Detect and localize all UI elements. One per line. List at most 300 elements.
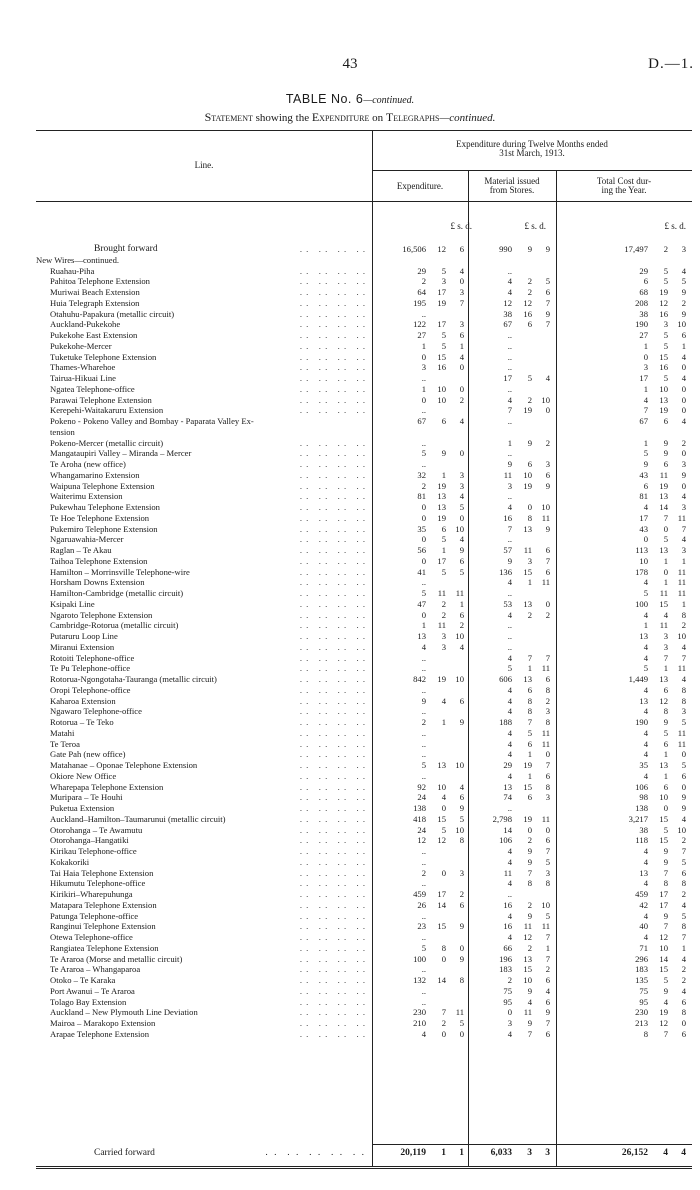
total-pence: 6 <box>681 330 686 340</box>
total-pounds: 208 <box>635 297 648 308</box>
line-name: Patunga Telephone-office <box>50 910 139 921</box>
leader-dots: . . . . . . . . <box>299 523 366 534</box>
total-pounds: 42 <box>639 899 648 910</box>
expenditure-pounds: .. <box>421 459 426 469</box>
material-pounds: 0 <box>507 1007 512 1018</box>
total-pence: 11 <box>677 577 686 588</box>
expenditure-pence: 2 <box>459 889 464 899</box>
total-pounds: 17 <box>639 512 648 523</box>
material-pounds: 4 <box>507 276 512 287</box>
table-row <box>0 642 700 653</box>
expenditure-pence: 6 <box>459 899 464 910</box>
total-shillings: 0 <box>663 523 668 534</box>
total-pounds: 6 <box>643 276 648 287</box>
material-pence: 9 <box>545 1007 550 1018</box>
line-name: Te Araroa (Morse and metallic circuit) <box>50 953 183 964</box>
material-shillings: 19 <box>523 405 532 416</box>
material-shillings: 2 <box>527 394 532 405</box>
expenditure-pounds: 132 <box>413 975 426 985</box>
material-shillings: 2 <box>527 942 532 953</box>
expenditure-pounds: 0 <box>421 609 426 620</box>
leader-dots: . . . . . . . . <box>299 566 366 577</box>
leader-dots: . . . . . . . . <box>299 706 366 717</box>
total-shillings: 15 <box>659 598 668 609</box>
total-pence: 8 <box>681 1007 686 1018</box>
carried-m-shillings: 3 <box>527 1148 532 1158</box>
expenditure-pounds: 0 <box>421 394 426 405</box>
total-pence: 7 <box>681 846 686 856</box>
expenditure-shillings: 2 <box>441 609 446 620</box>
total-pence: 3 <box>681 244 686 254</box>
material-pounds: 4 <box>507 577 512 588</box>
leader-dots: . . . . . . . . <box>299 631 366 641</box>
expenditure-pence: 0 <box>459 276 464 287</box>
material-pounds: 1 <box>507 437 512 448</box>
total-shillings: 19 <box>659 405 668 416</box>
material-shillings: 13 <box>523 523 532 534</box>
table-row <box>0 1018 700 1029</box>
line-name: Pokeno-Mercer (metallic circuit) <box>50 437 164 448</box>
expenditure-pounds: 195 <box>413 297 426 308</box>
material-pounds: 3 <box>507 1018 512 1028</box>
total-shillings: 2 <box>663 244 668 254</box>
expenditure-shillings: 0 <box>441 1028 446 1039</box>
expenditure-shillings: 11 <box>437 588 446 598</box>
line-name: Pukekohe-Mercer <box>50 340 112 351</box>
expenditure-shillings: 10 <box>437 781 446 792</box>
expenditure-pence: 4 <box>459 416 464 426</box>
material-pence: 11 <box>541 813 550 824</box>
expenditure-pence: 10 <box>455 760 464 770</box>
carried-m-pounds: 6,033 <box>490 1148 512 1158</box>
material-pence: 11 <box>541 663 550 674</box>
expenditure-pounds: 56 <box>417 545 426 555</box>
table-top-rule <box>36 130 692 131</box>
total-shillings: 5 <box>663 824 668 835</box>
expenditure-pence: 4 <box>459 641 464 652</box>
expenditure-pounds: 92 <box>417 781 426 792</box>
line-name: Huia Telegraph Extension <box>50 297 140 308</box>
expenditure-pounds: 0 <box>421 502 426 512</box>
material-pence: 0 <box>545 824 550 835</box>
material-pounds: 38 <box>503 308 512 319</box>
total-pounds: 4 <box>643 641 648 652</box>
line-name: Otahuhu-Papakura (metallic circuit) <box>50 308 175 319</box>
total-pounds: 38 <box>639 308 648 319</box>
leader-dots: . . . . . . . . <box>299 975 366 985</box>
statement-expenditure: Expenditure <box>311 110 370 124</box>
total-pence: 0 <box>681 405 686 416</box>
expenditure-pounds: 5 <box>421 448 426 459</box>
table-row <box>0 696 700 707</box>
total-pence: 0 <box>681 1018 686 1028</box>
carried-t-pounds: 26,152 <box>621 1148 648 1158</box>
leader-dots: . . . . . . . . <box>299 555 366 566</box>
total-pounds: 43 <box>639 469 648 480</box>
total-pounds: 4 <box>643 932 648 942</box>
material-pence: 7 <box>545 319 550 330</box>
total-shillings: 5 <box>663 373 668 383</box>
line-name: Tuketuke Telephone Extension <box>50 351 157 362</box>
leader-dots: . . . . . . . . <box>299 394 366 405</box>
material-pence: 0 <box>545 749 550 760</box>
expenditure-shillings: 2 <box>441 1018 446 1028</box>
total-pounds: 0 <box>643 534 648 545</box>
expenditure-shillings: 17 <box>437 319 446 330</box>
total-pence: 5 <box>681 276 686 287</box>
total-pence: 9 <box>681 287 686 297</box>
expenditure-pence: 10 <box>455 523 464 534</box>
expenditure-shillings: 17 <box>437 889 446 899</box>
total-pounds: 1,449 <box>628 674 648 684</box>
expenditure-pence: 10 <box>455 674 464 684</box>
material-shillings: 12 <box>523 932 532 942</box>
total-pounds: 100 <box>635 598 648 609</box>
total-pence: 3 <box>681 545 686 555</box>
expenditure-pence: 3 <box>459 469 464 480</box>
total-shillings: 7 <box>663 921 668 932</box>
total-shillings: 17 <box>659 899 668 910</box>
total-pounds: 6 <box>643 480 648 491</box>
total-shillings: 12 <box>659 932 668 942</box>
material-pence: 7 <box>545 953 550 964</box>
expenditure-shillings: 13 <box>437 502 446 512</box>
material-shillings: 8 <box>527 512 532 523</box>
total-pence: 5 <box>681 856 686 867</box>
material-shillings: 7 <box>527 1028 532 1039</box>
total-pence: 8 <box>681 878 686 889</box>
expenditure-pence: 11 <box>455 1007 464 1018</box>
table-row <box>0 975 700 986</box>
total-shillings: 14 <box>659 953 668 964</box>
expenditure-pence: 9 <box>459 545 464 555</box>
total-shillings: 9 <box>663 856 668 867</box>
line-name: Mairoa – Marakopo Extension <box>50 1018 156 1028</box>
total-pounds: 10 <box>639 555 648 566</box>
leader-dots: . . . . . . . . <box>299 695 366 706</box>
expenditure-shillings: 4 <box>441 792 446 803</box>
expenditure-shillings: 14 <box>437 975 446 985</box>
line-name: Raglan – Te Akau <box>50 545 112 555</box>
total-pence: 5 <box>681 760 686 770</box>
expenditure-pounds: 0 <box>421 534 426 545</box>
expenditure-shillings: 12 <box>437 244 446 254</box>
material-pence: 5 <box>545 276 550 287</box>
material-shillings: 5 <box>527 373 532 383</box>
total-pounds: 13 <box>639 867 648 878</box>
total-pounds: 4 <box>643 577 648 588</box>
expenditure-pence: 8 <box>459 835 464 846</box>
total-pounds: 81 <box>639 491 648 502</box>
line-name: Te Aroha (new office) <box>50 459 126 469</box>
total-pence: 0 <box>681 480 686 491</box>
material-pounds: 4 <box>507 738 512 749</box>
total-pounds: 190 <box>635 319 648 330</box>
expenditure-pounds: 64 <box>417 287 426 297</box>
line-name: Putaruru Loop Line <box>50 631 118 641</box>
expenditure-pence: 11 <box>455 588 464 598</box>
total-pence: 2 <box>681 964 686 975</box>
leader-dots: . . . . . . . . <box>299 362 366 373</box>
material-shillings: 7 <box>527 717 532 727</box>
expenditure-pounds: 5 <box>421 942 426 953</box>
material-pence: 11 <box>541 738 550 749</box>
table-row <box>0 395 700 406</box>
material-pounds: .. <box>507 491 512 502</box>
expenditure-pounds: 0 <box>421 351 426 362</box>
material-shillings: 6 <box>527 738 532 749</box>
material-shillings: 10 <box>523 975 532 985</box>
expenditure-pence: 5 <box>459 813 464 824</box>
total-pence: 4 <box>681 813 686 824</box>
leader-dots: . . . . . . . . <box>299 1007 366 1018</box>
expenditure-pounds: .. <box>421 964 426 975</box>
total-pence: 0 <box>681 383 686 394</box>
table-row <box>0 663 700 674</box>
table-row <box>0 610 700 621</box>
total-pence: 4 <box>681 416 686 426</box>
material-pence: 7 <box>545 1018 550 1028</box>
leader-dots: . . . . . . . . <box>299 459 366 469</box>
expenditure-shillings: 8 <box>441 942 446 953</box>
total-pounds: 40 <box>639 921 648 932</box>
leader-dots: . . . . . . . . <box>299 405 366 416</box>
leader-dots: . . . . . . . . <box>299 469 366 480</box>
total-pounds: 135 <box>635 975 648 985</box>
line-name: Waiterimu Extension <box>50 491 123 502</box>
line-name: Gate Pah (new office) <box>50 749 126 760</box>
table-row <box>0 868 700 879</box>
material-pounds: 4 <box>507 727 512 738</box>
expenditure-pounds: .. <box>421 910 426 921</box>
material-pounds: 4 <box>507 684 512 695</box>
material-pence: 2 <box>545 695 550 706</box>
leader-dots: . . . . . . . . <box>299 383 366 394</box>
total-pounds: 7 <box>643 405 648 416</box>
material-pounds: .. <box>507 340 512 351</box>
leader-dots: . . . . . . . . <box>299 717 366 727</box>
line-name: Otorohanga – Te Awamutu <box>50 824 143 835</box>
material-shillings: 13 <box>523 598 532 609</box>
leader-dots: . . . . . . . . <box>299 824 366 835</box>
expenditure-pounds: 100 <box>413 953 426 964</box>
leader-dots: . . . . . . . . <box>299 491 366 502</box>
line-name: Mangataupiri Valley – Miranda – Mercer <box>50 448 192 459</box>
expenditure-pounds: .. <box>421 738 426 749</box>
material-pounds: 57 <box>503 545 512 555</box>
expenditure-shillings: 16 <box>437 362 446 373</box>
line-name: Brought forward <box>94 244 158 254</box>
material-shillings: 1 <box>527 577 532 588</box>
expenditure-pounds: 1 <box>421 340 426 351</box>
total-shillings: 8 <box>663 878 668 889</box>
material-pounds: 66 <box>503 942 512 953</box>
total-pence: 6 <box>681 1028 686 1039</box>
expenditure-pence: 5 <box>459 502 464 512</box>
line-name: Kaharoa Extension <box>50 695 116 706</box>
total-pence: 11 <box>677 566 686 577</box>
header-material-a: Material issued <box>484 176 540 186</box>
leader-dots: . . . . . . . . <box>299 684 366 695</box>
expenditure-pence: 0 <box>459 383 464 394</box>
expenditure-pence: 1 <box>459 598 464 609</box>
table-row <box>0 534 700 545</box>
material-pounds: .. <box>507 416 512 426</box>
expenditure-shillings: 3 <box>441 631 446 641</box>
expenditure-shillings: 12 <box>437 835 446 846</box>
total-shillings: 8 <box>663 706 668 717</box>
line-name: Waipuna Telephone Extension <box>50 480 155 491</box>
total-shillings: 13 <box>659 760 668 770</box>
expenditure-pounds: 24 <box>417 824 426 835</box>
total-shillings: 4 <box>663 609 668 620</box>
expenditure-pence: 3 <box>459 480 464 491</box>
material-shillings: 2 <box>527 609 532 620</box>
expenditure-shillings: 1 <box>441 717 446 727</box>
total-shillings: 1 <box>663 555 668 566</box>
material-shillings: 13 <box>523 674 532 684</box>
total-pounds: 35 <box>639 760 648 770</box>
total-shillings: 1 <box>663 749 668 760</box>
total-pence: 2 <box>681 889 686 899</box>
table-title-suffix: —continued. <box>363 95 415 106</box>
total-pence: 4 <box>681 373 686 383</box>
total-pounds: 4 <box>643 846 648 856</box>
expenditure-shillings: 19 <box>437 297 446 308</box>
total-pence: 11 <box>677 727 686 738</box>
expenditure-shillings: 6 <box>441 416 446 426</box>
leader-dots: . . . . . . . . <box>299 437 366 448</box>
line-name: Ruahau-Piha <box>50 265 95 276</box>
total-pence: 2 <box>681 835 686 846</box>
table-row <box>0 524 700 535</box>
units-material: £ s. d. <box>524 221 546 231</box>
total-pounds: 4 <box>643 706 648 717</box>
total-pence: 1 <box>681 340 686 351</box>
table-row <box>0 653 700 664</box>
total-shillings: 6 <box>663 416 668 426</box>
total-pence: 2 <box>681 437 686 448</box>
total-shillings: 15 <box>659 351 668 362</box>
leader-dots: . . . . . . . . <box>299 953 366 964</box>
material-shillings: 1 <box>527 770 532 781</box>
line-name: Rotorua – Te Teko <box>50 717 114 727</box>
total-shillings: 12 <box>659 1018 668 1028</box>
leader-dots: . . . . . . . . <box>299 663 366 674</box>
material-shillings: 8 <box>527 706 532 717</box>
carried-forward-label: Carried forward <box>94 1148 155 1158</box>
material-pounds: .. <box>507 641 512 652</box>
leader-dots: . . . . . . . . <box>299 276 366 287</box>
total-pence: 1 <box>681 942 686 953</box>
material-pounds: 106 <box>499 835 512 846</box>
statement-heading <box>0 110 700 125</box>
leader-dots: . . . . . . . . <box>299 846 366 856</box>
total-pence: 1 <box>681 598 686 609</box>
material-pence: 9 <box>545 244 550 254</box>
line-name: Te Teroa <box>50 738 80 749</box>
expenditure-shillings: 3 <box>441 641 446 652</box>
carried-bottom-rule-2 <box>36 1168 692 1169</box>
total-pence: 6 <box>681 996 686 1007</box>
leader-dots: . . . . . . . . <box>299 770 366 781</box>
total-pence: 11 <box>677 512 686 523</box>
expenditure-shillings: 15 <box>437 921 446 932</box>
material-pence: 10 <box>541 394 550 405</box>
line-name: Pukemiro Telephone Extension <box>50 523 158 534</box>
material-pounds: 5 <box>507 663 512 674</box>
leader-dots: . . . . . . . . <box>299 835 366 846</box>
header-bottom-rule <box>36 201 692 202</box>
expenditure-pence: 4 <box>459 491 464 502</box>
leader-dots: . . . . . . . . <box>299 792 366 803</box>
expenditure-pence: 6 <box>459 555 464 566</box>
total-shillings: 5 <box>663 534 668 545</box>
expenditure-pence: 9 <box>459 953 464 964</box>
material-shillings: 16 <box>523 308 532 319</box>
leader-dots: . . . . . . . . <box>299 1028 366 1039</box>
section-heading: New Wires—continued. <box>36 254 120 265</box>
material-shillings: 11 <box>523 545 532 555</box>
expenditure-pounds: 230 <box>413 1007 426 1018</box>
material-pounds: .. <box>507 534 512 545</box>
line-name: Pukekohe East Extension <box>50 330 138 340</box>
material-pounds: 74 <box>503 792 512 803</box>
total-pounds: 98 <box>639 792 648 803</box>
total-shillings: 16 <box>659 308 668 319</box>
expenditure-pounds: .. <box>421 577 426 588</box>
total-pence: 0 <box>681 448 686 459</box>
expenditure-pounds: .. <box>421 985 426 996</box>
material-pounds: 4 <box>507 770 512 781</box>
total-pence: 0 <box>681 362 686 373</box>
expenditure-pence: 0 <box>459 1028 464 1039</box>
expenditure-pounds: .. <box>421 856 426 867</box>
expenditure-shillings: 1 <box>441 545 446 555</box>
expenditure-shillings: 15 <box>437 351 446 362</box>
expenditure-shillings: 0 <box>441 953 446 964</box>
total-shillings: 1 <box>663 577 668 588</box>
line-name: Ranginui Telephone Extension <box>50 921 156 932</box>
total-pence: 8 <box>681 921 686 932</box>
table-row <box>0 674 700 685</box>
expenditure-pence: 8 <box>459 975 464 985</box>
expenditure-shillings: 11 <box>437 620 446 631</box>
expenditure-pence: 6 <box>459 792 464 803</box>
header-group: Expenditure during Twelve Months ended <box>456 139 608 149</box>
material-pounds: .. <box>507 631 512 641</box>
material-pounds: 4 <box>507 856 512 867</box>
expenditure-shillings: 17 <box>437 287 446 297</box>
line-name: Thames-Wharehoe <box>50 362 116 373</box>
total-shillings: 9 <box>663 437 668 448</box>
expenditure-shillings: 19 <box>437 480 446 491</box>
expenditure-pounds: 27 <box>417 330 426 340</box>
material-shillings: 2 <box>527 899 532 910</box>
total-shillings: 7 <box>663 652 668 663</box>
material-pounds: 13 <box>503 781 512 792</box>
expenditure-pounds: 4 <box>421 1028 426 1039</box>
leader-dots: . . . . . . . . <box>299 448 366 459</box>
expenditure-pounds: 13 <box>417 631 426 641</box>
material-pence: 6 <box>545 674 550 684</box>
material-shillings: 19 <box>523 813 532 824</box>
units-total: £ s. d. <box>664 221 686 231</box>
total-shillings: 9 <box>663 846 668 856</box>
table-row <box>0 373 700 384</box>
leader-dots: . . . . . . . . <box>299 652 366 663</box>
header-material-b: from Stores. <box>489 185 535 195</box>
